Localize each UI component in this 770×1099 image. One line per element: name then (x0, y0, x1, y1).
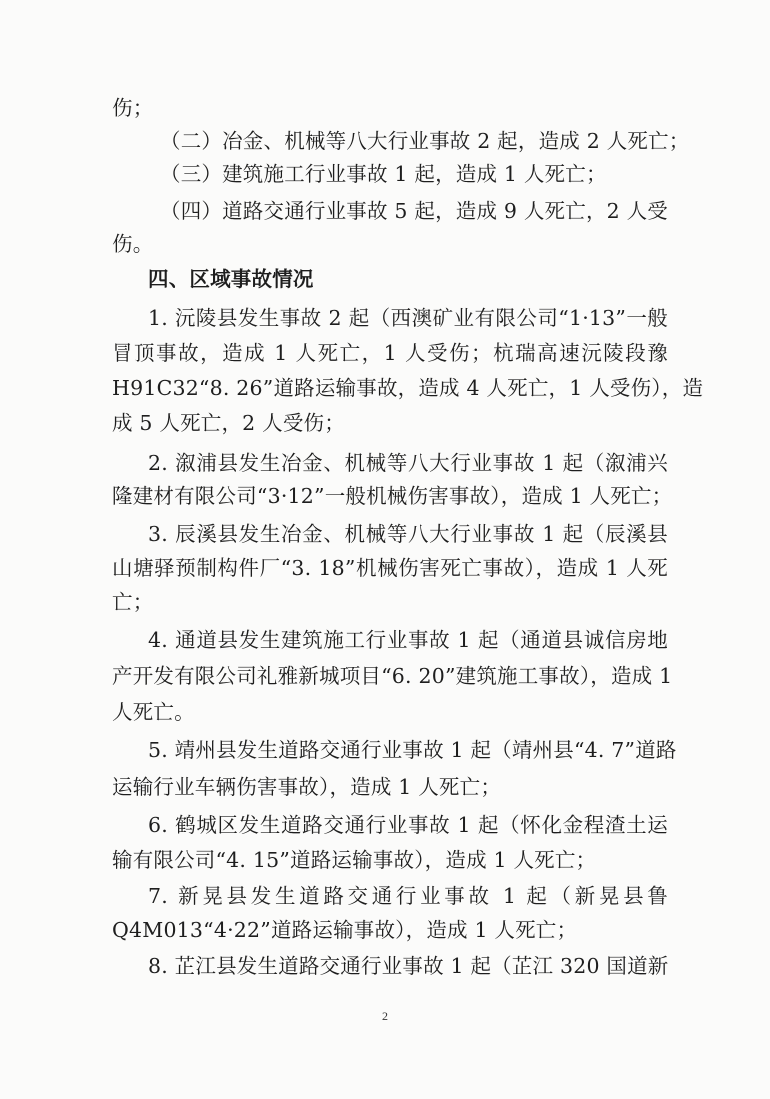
text-line: 冒顶事故，造成 1 人死亡，1 人受伤；杭瑞高速沅陵段豫 (112, 341, 668, 365)
text-line: 伤； (112, 96, 154, 120)
text-line: 8. 芷江县发生道路交通行业事故 1 起（芷江 320 国道新 (148, 954, 669, 978)
text-line: 6. 鹤城区发生道路交通行业事故 1 起（怀化金程渣土运 (148, 813, 668, 837)
text-line: 人死亡。 (112, 700, 195, 724)
text-line: 5. 靖州县发生道路交通行业事故 1 起（靖州县“4. 7”道路 (148, 738, 677, 762)
text-line: 亡； (112, 590, 154, 614)
text-line: 输有限公司“4. 15”道路运输事故），造成 1 人死亡； (112, 848, 597, 872)
text-line: 4. 通道县发生建筑施工行业事故 1 起（通道县诚信房地 (148, 628, 668, 652)
text-line: 7. 新晃县发生道路交通行业事故 1 起（新晃县鲁 (148, 884, 668, 908)
text-line: 山塘驿预制构件厂“3. 18”机械伤害死亡事故），造成 1 人死 (112, 556, 668, 580)
text-line: （四）道路交通行业事故 5 起，造成 9 人死亡，2 人受 (160, 199, 669, 223)
text-line: 成 5 人死亡，2 人受伤； (112, 411, 345, 435)
text-line: 产开发有限公司礼雅新城项目“6. 20”建筑施工事故），造成 1 (112, 664, 673, 688)
text-line: 伤。 (112, 232, 154, 256)
section-heading: 四、区域事故情况 (148, 267, 314, 291)
text-line: 3. 辰溪县发生冶金、机械等八大行业事故 1 起（辰溪县 (148, 522, 668, 546)
page-number: 2 (382, 1009, 388, 1023)
text-line: 运输行业车辆伤害事故），造成 1 人死亡； (112, 775, 502, 799)
text-line: 1. 沅陵县发生事故 2 起（西澳矿业有限公司“1·13”一般 (148, 306, 668, 330)
text-line: 2. 溆浦县发生冶金、机械等八大行业事故 1 起（溆浦兴 (148, 451, 668, 475)
text-line: H91C32“8. 26”道路运输事故，造成 4 人死亡，1 人受伤），造 (112, 376, 704, 400)
text-line: 隆建材有限公司“3·12”一般机械伤害事故），造成 1 人死亡； (112, 484, 673, 508)
text-line: Q4M013“4·22”道路运输事故），造成 1 人死亡； (112, 918, 578, 942)
text-line: （三）建筑施工行业事故 1 起，造成 1 人死亡； (160, 162, 607, 186)
text-line: （二）冶金、机械等八大行业事故 2 起，造成 2 人死亡； (160, 129, 690, 153)
